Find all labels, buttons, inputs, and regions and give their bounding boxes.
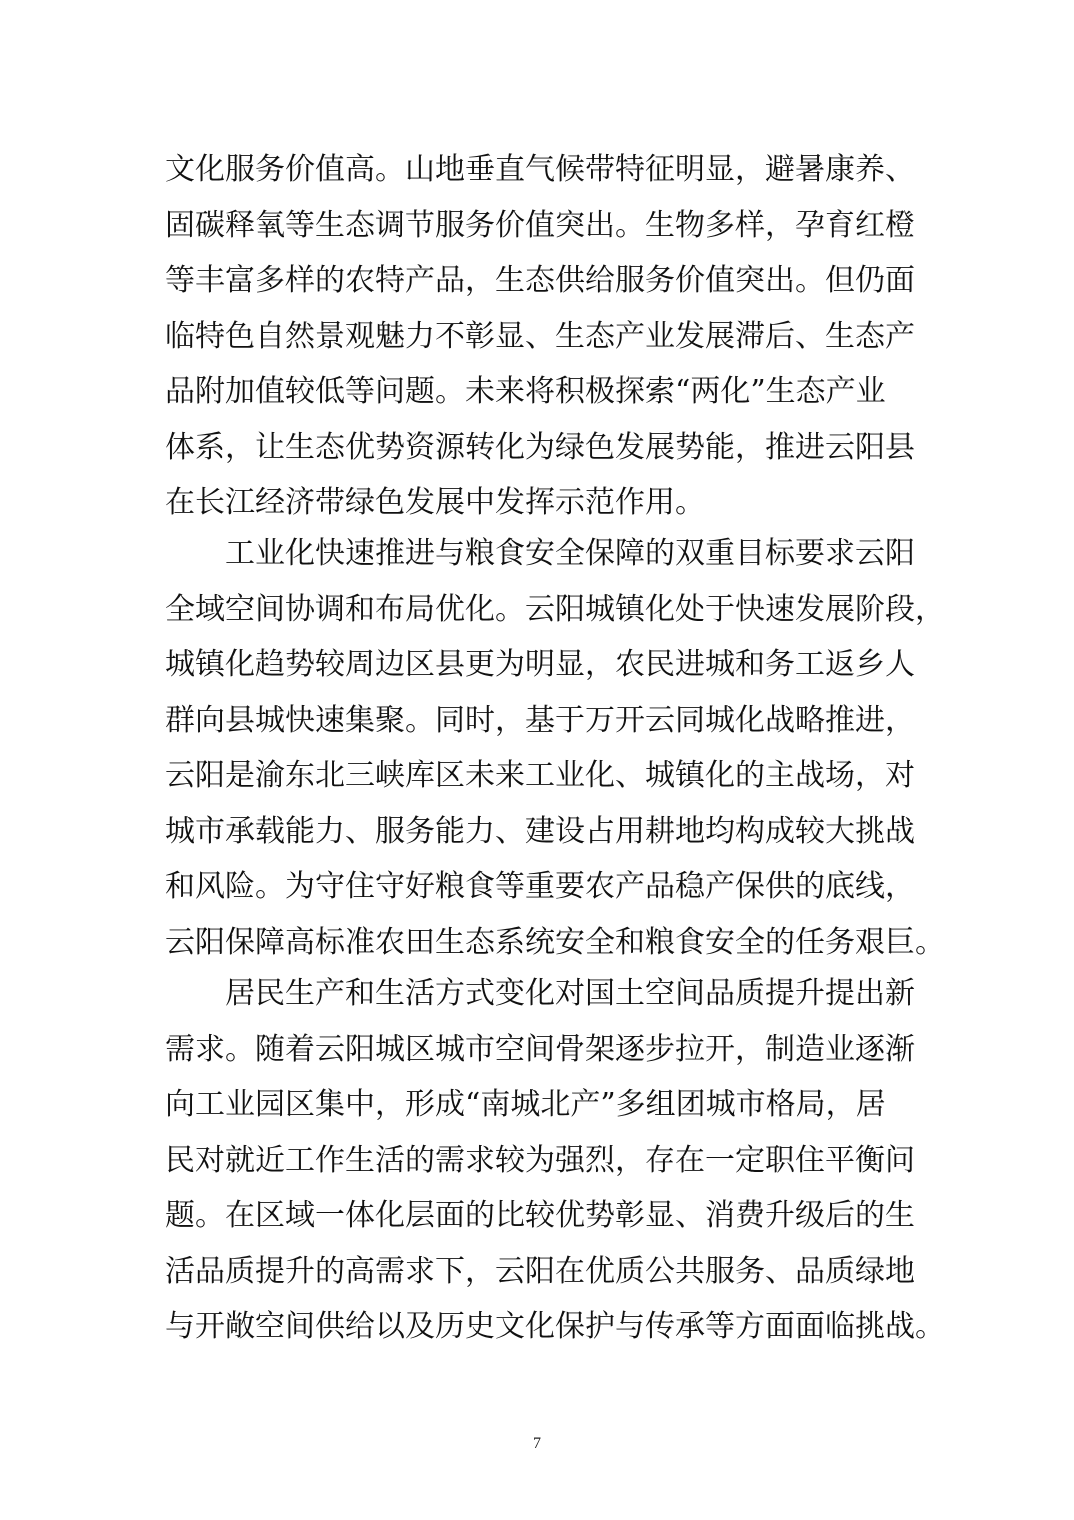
paragraph-line: 活品质提升的高需求下，云阳在优质公共服务、品质绿地: [165, 1253, 915, 1289]
paragraph-line: 临特色自然景观魅力不彰显、生态产业发展滞后、生态产: [165, 318, 915, 354]
paragraph-line: 与开敞空间供给以及历史文化保护与传承等方面面临挑战。: [165, 1309, 945, 1344]
paragraph-line: 在长江经济带绿色发展中发挥示范作用。: [165, 485, 705, 520]
paragraph-industrialization: [165, 526, 945, 970]
paragraph-line: 体系，让生态优势资源转化为绿色发展势能，推进云阳县: [165, 429, 915, 465]
paragraph-ecology: [165, 142, 915, 531]
paragraph-line: 品附加值较低等问题。未来将积极探索“两化”生态产业: [165, 374, 886, 409]
paragraph-line: 向工业园区集中，形成“南城北产”多组团城市格局，居: [165, 1087, 886, 1122]
paragraph-line: 全域空间协调和布局优化。云阳城镇化处于快速发展阶段，: [165, 591, 945, 627]
paragraph-line: 居民生产和生活方式变化对国土空间品质提升提出新: [165, 976, 915, 1011]
paragraph-line: 文化服务价值高。山地垂直气候带特征明显，避暑康养、: [165, 152, 915, 187]
paragraph-line: 题。在区域一体化层面的比较优势彰显、消费升级后的生: [165, 1198, 915, 1233]
paragraph-line: 需求。随着云阳城区城市空间骨架逐步拉开，制造业逐渐: [165, 1031, 915, 1067]
paragraph-line: 城市承载能力、服务能力、建设占用耕地均构成较大挑战: [165, 813, 915, 849]
paragraph-line: 工业化快速推进与粮食安全保障的双重目标要求云阳: [165, 536, 915, 571]
paragraph-line: 城镇化趋势较周边区县更为明显，农民进城和务工返乡人: [165, 647, 915, 682]
paragraph-line: 和风险。为守住守好粮食等重要农产品稳产保供的底线，: [165, 869, 915, 904]
page-number: 7: [533, 1435, 541, 1452]
paragraph-residents: [165, 966, 945, 1355]
paragraph-line: 云阳保障高标准农田生态系统安全和粮食安全的任务艰巨。: [165, 924, 945, 960]
paragraph-line: 云阳是渝东北三峡库区未来工业化、城镇化的主战场，对: [165, 758, 915, 793]
paragraph-line: 民对就近工作生活的需求较为强烈，存在一定职住平衡问: [165, 1142, 915, 1178]
paragraph-line: 等丰富多样的农特产品，生态供给服务价值突出。但仍面: [165, 263, 915, 298]
paragraph-line: 群向县城快速集聚。同时，基于万开云同城化战略推进，: [165, 702, 915, 738]
paragraph-line: 固碳释氧等生态调节服务价值突出。生物多样，孕育红橙: [165, 207, 915, 243]
